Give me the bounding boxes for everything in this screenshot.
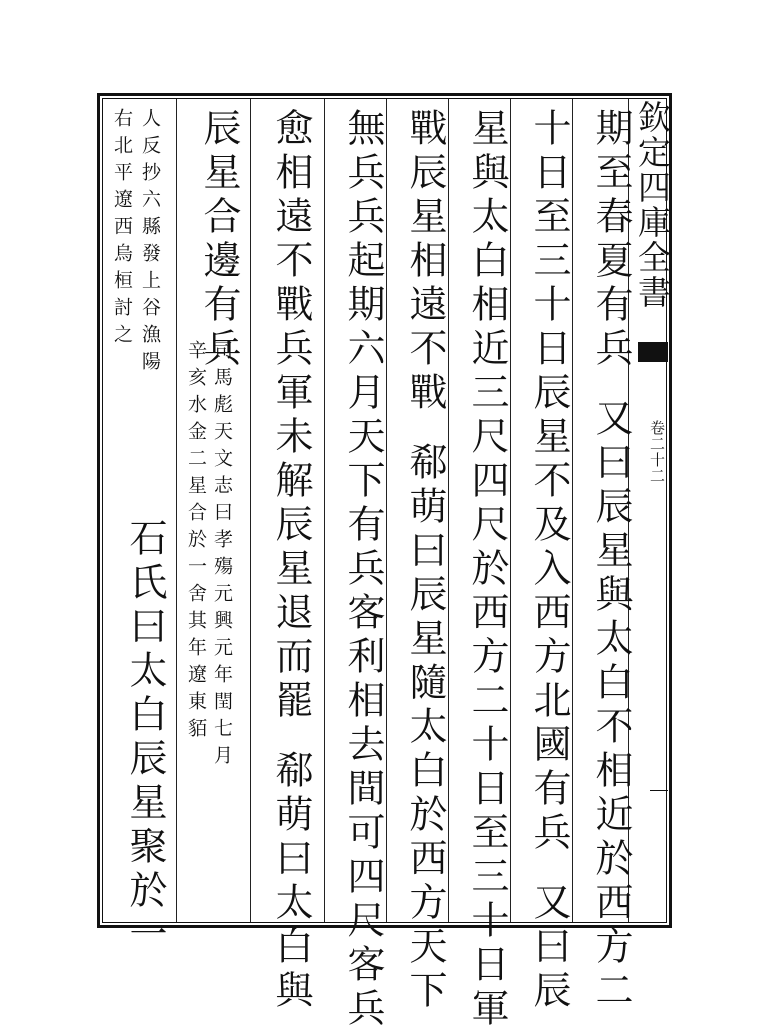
text-run: 十日至三十日辰星不及入西方北國有兵 — [527, 108, 571, 856]
text-column-1 — [586, 108, 633, 1014]
column-rule — [572, 99, 573, 922]
text-run: 愈相遠不戰兵軍未解辰星退而罷 — [269, 108, 313, 724]
fish-tail-mark — [638, 342, 668, 362]
text-run: 郗萌曰辰星隨太白於西方天下 — [403, 442, 447, 1014]
text-run: 郗萌曰太白與 — [269, 750, 313, 1014]
header-tick — [650, 790, 668, 791]
column-rule — [250, 99, 251, 922]
commentary-right: 人反抄六縣發上谷漁陽 — [139, 108, 161, 378]
text-run: 無兵兵起期六月天下有兵客利相去間可四尺客兵 — [341, 108, 385, 1032]
text-run: 期至春夏有兵 — [589, 108, 633, 372]
text-column-2 — [524, 108, 571, 1014]
text-run: 又曰辰 — [527, 882, 571, 1014]
text-column-5 — [338, 108, 385, 1032]
text-column-3 — [462, 108, 509, 1032]
column-rule — [448, 99, 449, 922]
commentary-right: 司馬彪天文志曰孝殤元興元年閏七月 — [211, 340, 233, 772]
commentary-left: 辛亥水金二星合於一舍其年遼東貊 — [185, 340, 207, 745]
column-rule — [510, 99, 511, 922]
volume-label: 卷二十二 — [648, 420, 666, 484]
text-column-7 — [194, 108, 241, 372]
commentary-left: 右北平遼西烏桓討之 — [111, 108, 133, 351]
text-run: 戰辰星相遠不戰 — [403, 108, 447, 416]
text-run: 辰星合邊有兵 — [197, 108, 241, 372]
text-column-6 — [266, 108, 313, 1014]
column-rule — [324, 99, 325, 922]
column-rule — [386, 99, 387, 922]
text-column-4 — [400, 108, 447, 1014]
text-run: 星與太白相近三尺四尺於西方二十日至三十日軍 — [465, 108, 509, 1032]
text-column-8: 石氏曰太白辰星聚於一 — [123, 518, 167, 958]
book-title: 欽定四庫全書 — [633, 100, 672, 310]
column-rule — [176, 99, 177, 922]
text-run: 又曰辰星與太白不相近於西方二 — [589, 398, 633, 1014]
